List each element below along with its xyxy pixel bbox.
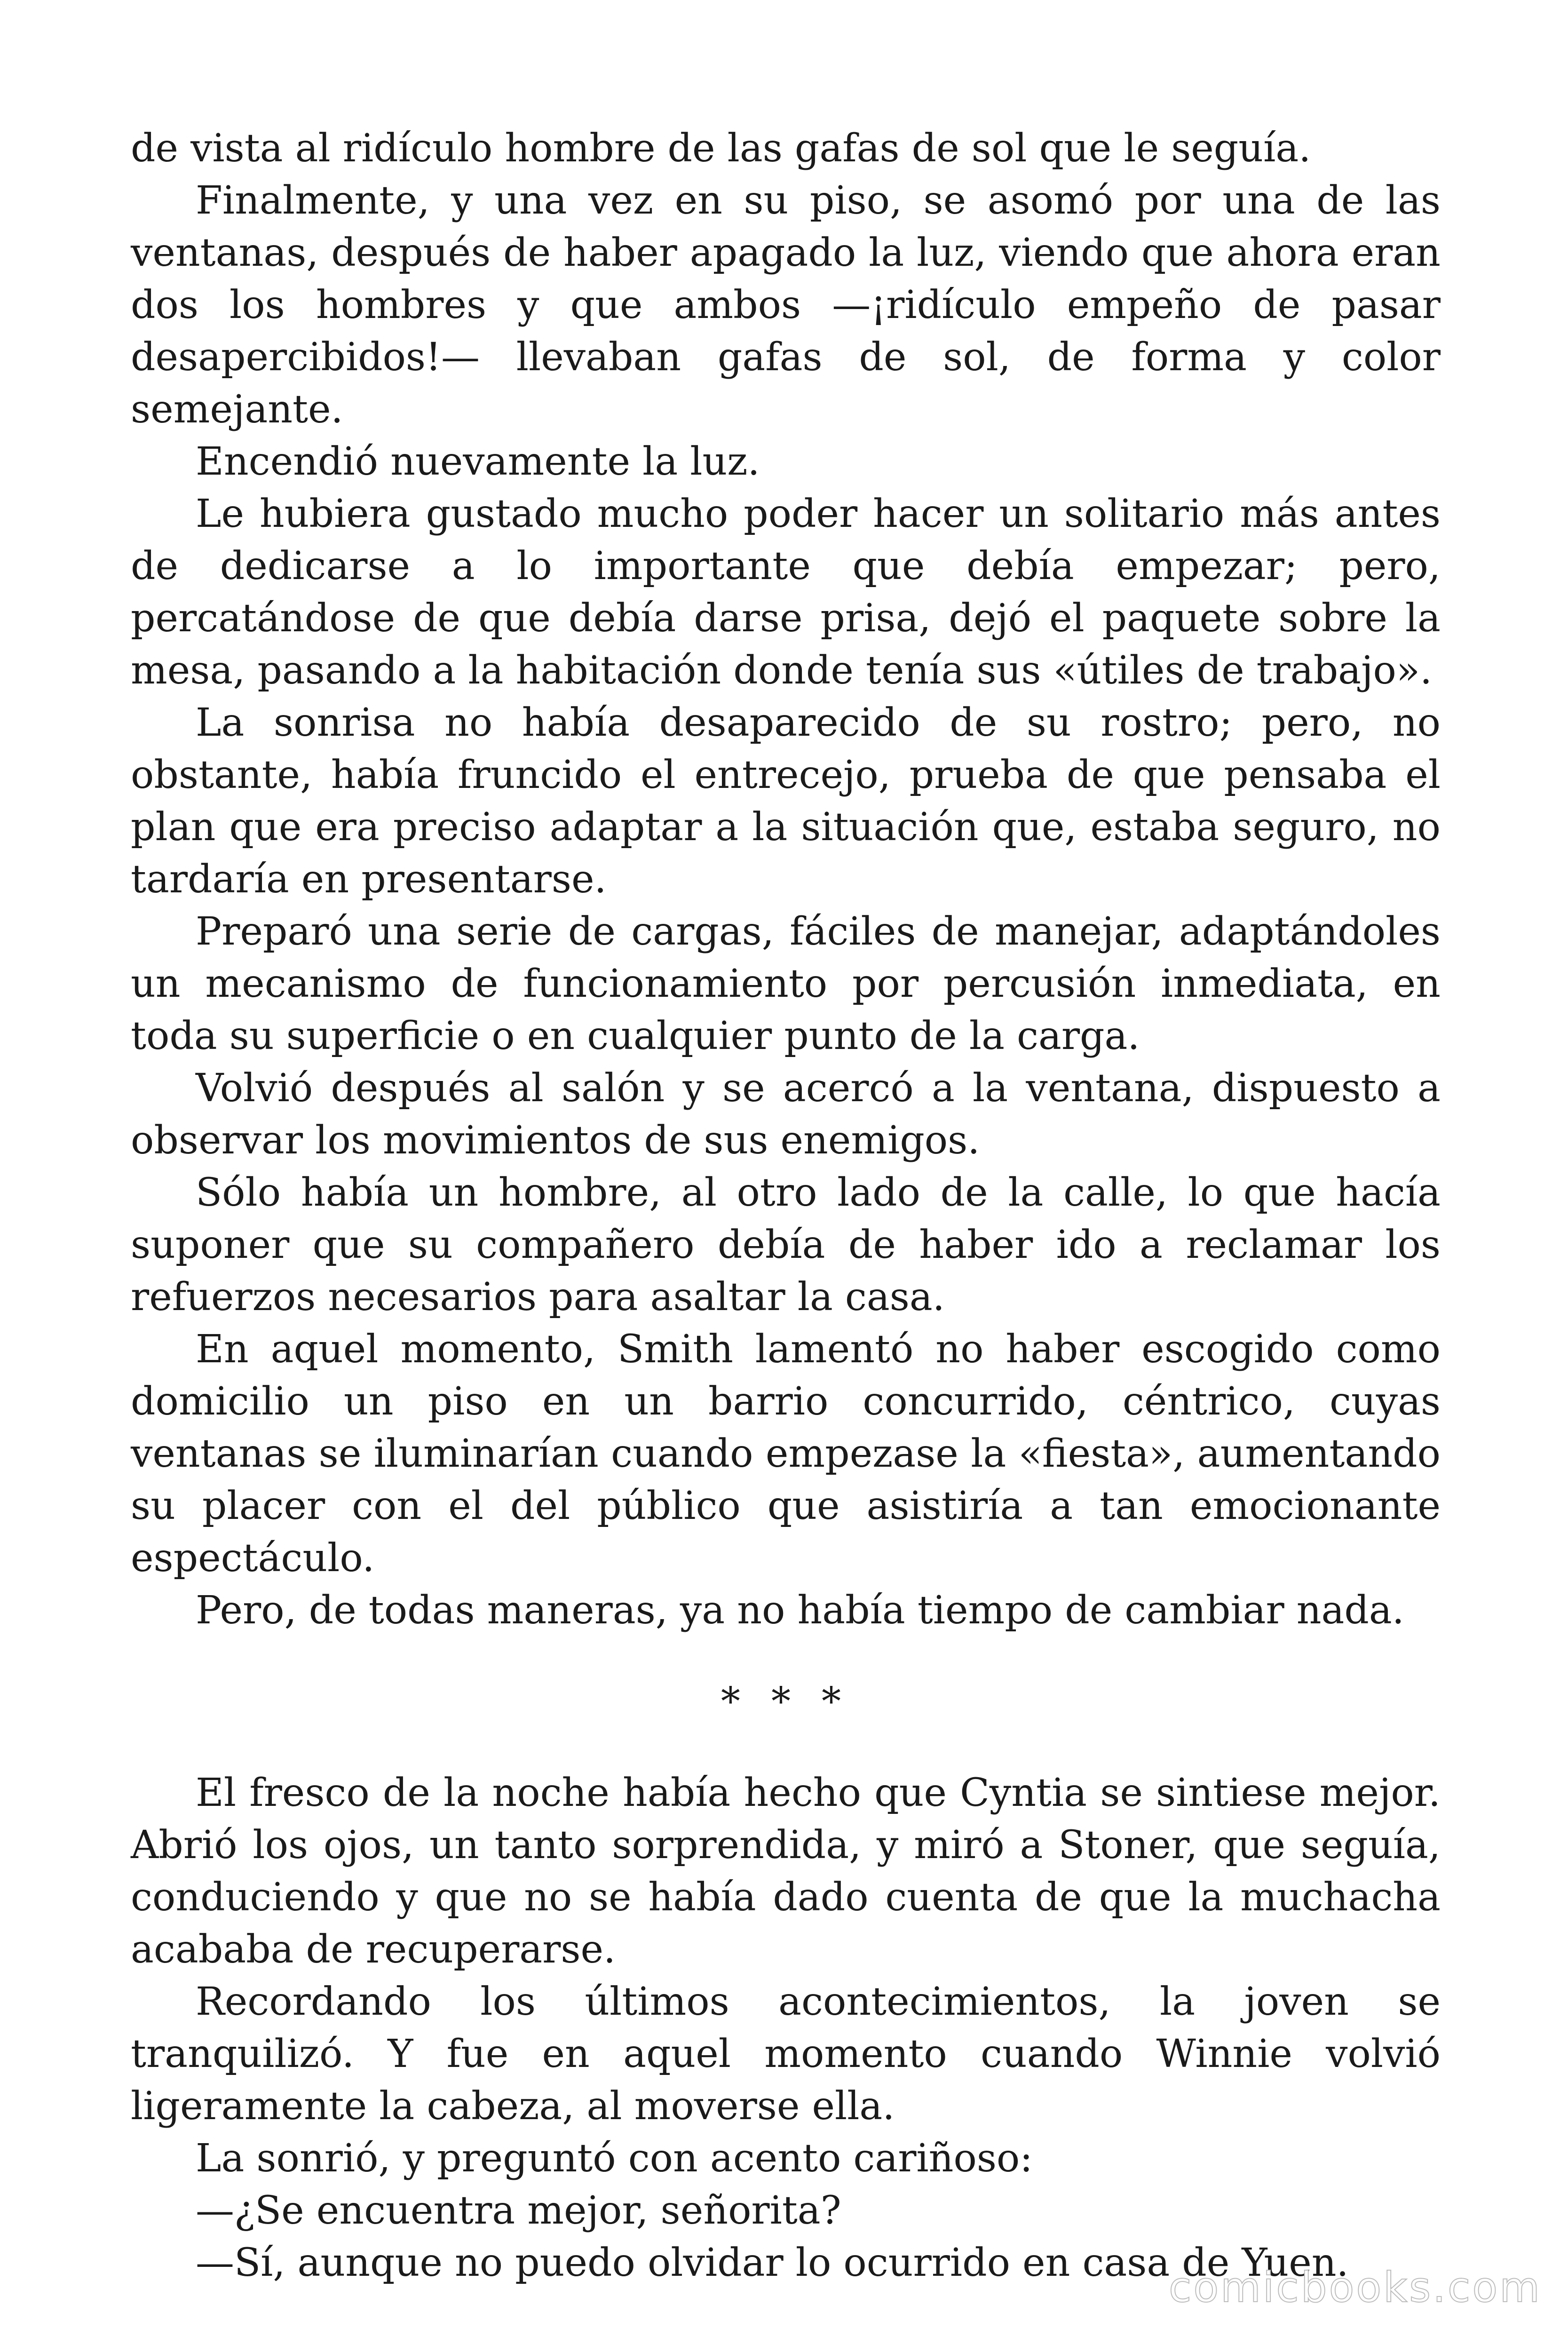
- paragraph: —Sí, aunque no puedo olvidar lo ocurrido en casa de Yuen.: [196, 2241, 1349, 2285]
- paragraph: Preparó una serie de cargas, fáciles de manejar, adaptándoles un mecanismo de funcionamiento por percusión inmediata, en toda su superficie o en cualquier punto de la carga.: [131, 909, 1441, 1058]
- paragraph: Finalmente, y una vez en su piso, se asomó por una de las ventanas, después de haber apagado la luz, viendo que ahora eran dos los hombres y que ambos —¡ridículo empeño de pasar desapercibidos!— llevaban gafas de sol, de forma y color semejante.: [131, 178, 1441, 432]
- paragraph: —¿Se encuentra mejor, señorita?: [196, 2188, 841, 2233]
- paragraph: Sólo había un hombre, al otro lado de la calle, lo que hacía suponer que su compañero debía de haber ido a reclamar los refuerzos necesarios para asaltar la casa.: [131, 1170, 1441, 1319]
- paragraph: El fresco de la noche había hecho que Cyntia se sintiese mejor. Abrió los ojos, un tanto sorprendida, y miró a Stoner, que seguía, conduciendo y que no se había dado cuenta de que la muchacha acababa de recuperarse.: [131, 1771, 1441, 1972]
- paragraph: Volvió después al salón y se acercó a la ventana, dispuesto a observar los movimientos de sus enemigos.: [131, 1066, 1441, 1163]
- section-before: [131, 122, 1441, 1637]
- section-after: [131, 1767, 1441, 2289]
- watermark: comicbooks.com: [1168, 2263, 1542, 2312]
- paragraph: Recordando los últimos acontecimientos, la joven se tranquilizó. Y fue en aquel momento cuando Winnie volvió ligeramente la cabeza, al moverse ella.: [131, 1979, 1441, 2129]
- paragraph: En aquel momento, Smith lamentó no haber escogido como domicilio un piso en un barrio concurrido, céntrico, cuyas ventanas se iluminarían cuando empezase la «fiesta», aumentando su placer con el del público que asistiría a tan emocionante espectáculo.: [131, 1327, 1441, 1581]
- paragraph: Le hubiera gustado mucho poder hacer un solitario más antes de dedicarse a lo importante que debía empezar; pero, percatándose de que debía darse prisa, dejó el paquete sobre la mesa, pasando a la habitación donde tenía sus «útiles de trabajo».: [131, 492, 1441, 693]
- paragraph: Pero, de todas maneras, ya no había tiempo de cambiar nada.: [196, 1588, 1404, 1633]
- paragraph: La sonrió, y preguntó con acento cariñoso:: [196, 2136, 1033, 2181]
- paragraph: de vista al ridículo hombre de las gafas de sol que le seguía.: [131, 126, 1311, 171]
- section-separator: * * *: [721, 1679, 851, 1724]
- paragraph: Encendió nuevamente la luz.: [196, 439, 760, 484]
- paragraph: La sonrisa no había desaparecido de su rostro; pero, no obstante, había fruncido el entrecejo, prueba de que pensaba el plan que era preciso adaptar a la situación que, estaba seguro, no tardaría en presentarse.: [131, 700, 1441, 902]
- page-body: [131, 122, 1441, 2289]
